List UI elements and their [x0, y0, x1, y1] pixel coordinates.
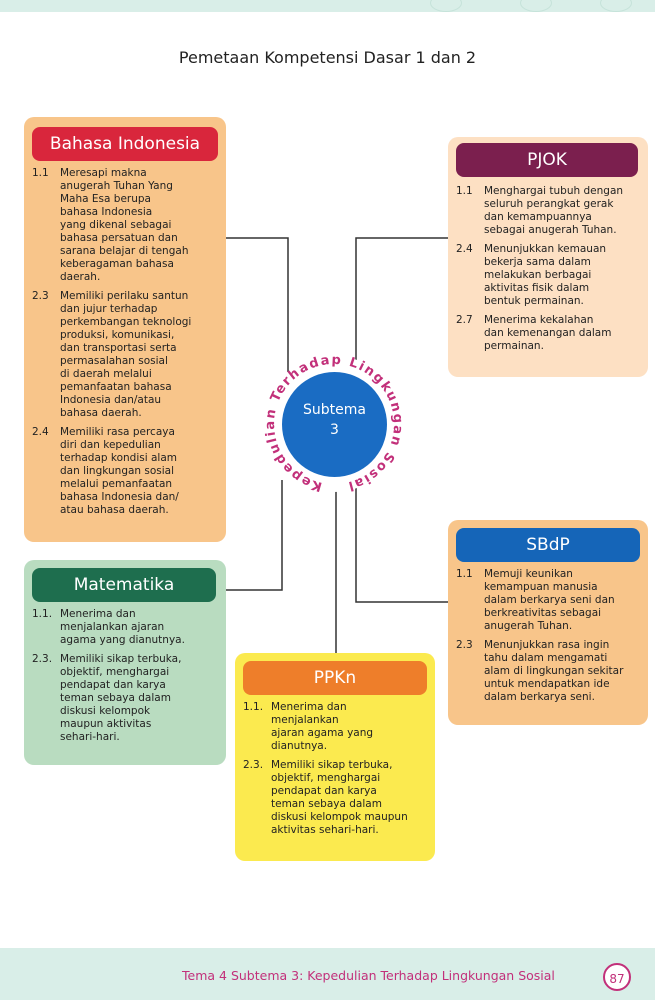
- list-item: [456, 185, 644, 237]
- item-number: 2.3: [32, 290, 49, 302]
- item-text: Meresapi makna anugerah Tuhan Yang Maha Esa berupa bahasa Indonesia yang dikenal sebagai bahasa persatuan dan sarana belajar di tengah keberagaman bahasa daerah.: [60, 167, 189, 283]
- competency-list: [32, 608, 220, 750]
- card-ppkn: [235, 653, 435, 861]
- page-number: 87: [603, 963, 631, 991]
- item-number: 1.1.: [243, 701, 264, 713]
- item-text: Menghargai tubuh dengan seluruh perangkat gerak dan kemampuannya sebagai anugerah Tuhan.: [484, 185, 624, 236]
- item-text: Memiliki sikap terbuka, objektif, menghargai pendapat dan karya teman sebaya dalam diskusi kelompok maupun aktivitas sehari-hari.: [271, 759, 408, 836]
- list-item: [243, 759, 431, 837]
- card-sbdp: [448, 520, 648, 725]
- item-text: Memiliki perilaku santun dan jujur terhadap perkembangan teknologi produksi, komunikasi, dan transportasi serta permasalahan sosial di daerah melalui pemanfaatan bahasa Indonesia dan/atau bahasa daerah.: [60, 290, 192, 419]
- footer-text: Tema 4 Subtema 3: Kepedulian Terhadap Lingkungan Sosial: [182, 968, 555, 983]
- list-item: [32, 608, 220, 647]
- item-number: 1.1: [456, 185, 473, 197]
- item-text: Memiliki sikap terbuka, objektif, menghargai pendapat dan karya teman sebaya dalam diskusi kelompok maupun aktivitas sehari-hari.: [60, 653, 182, 743]
- item-text: Menerima dan menjalankan ajaran agama yang dianutnya.: [60, 608, 185, 646]
- card-title: PJOK: [456, 143, 638, 177]
- card-title: Bahasa Indonesia: [32, 127, 218, 161]
- item-text: Memuji keunikan kemampuan manusia dalam berkarya seni dan berkreativitas sebagai anugerah Tuhan.: [484, 568, 615, 632]
- list-item: [456, 639, 644, 704]
- competency-list: [32, 167, 222, 523]
- item-number: 2.4: [456, 243, 473, 255]
- item-number: 2.3: [456, 639, 473, 651]
- item-text: Memiliki rasa percaya diri dan kepedulian terhadap kondisi alam dan lingkungan sosial melalui pemanfaatan bahasa Indonesia dan/ atau bahasa daerah.: [60, 426, 179, 516]
- list-item: [456, 243, 644, 308]
- subtema-label: Subtema: [303, 402, 366, 418]
- card-title: SBdP: [456, 528, 640, 562]
- list-item: [32, 167, 222, 284]
- ring-text: Kepedulian Terhadap Lingkungan Sosial: [263, 352, 406, 494]
- item-number: 1.1.: [32, 608, 53, 620]
- page-title: Pemetaan Kompetensi Dasar 1 dan 2: [178, 48, 477, 67]
- item-number: 1.1: [456, 568, 473, 580]
- card-bahasa-indonesia: [24, 117, 226, 542]
- list-item: [32, 290, 222, 420]
- competency-list: [456, 185, 644, 359]
- item-text: Menunjukkan rasa ingin tahu dalam mengamati alam di lingkungan sekitar untuk mendapatkan ide dalam berkarya seni.: [484, 639, 624, 703]
- list-item: [243, 701, 431, 753]
- list-item: [32, 653, 220, 744]
- item-number: 2.4: [32, 426, 49, 438]
- item-number: 2.3.: [243, 759, 264, 771]
- card-title: Matematika: [32, 568, 216, 602]
- list-item: [32, 426, 222, 517]
- item-text: Menerima kekalahan dan kemenangan dalam permainan.: [484, 314, 612, 352]
- competency-list: [243, 701, 431, 843]
- item-text: Menerima dan menjalankan ajaran agama yang dianutnya.: [271, 701, 374, 752]
- competency-list: [456, 568, 644, 710]
- subtema-number: 3: [330, 422, 339, 438]
- list-item: [456, 568, 644, 633]
- item-number: 2.7: [456, 314, 473, 326]
- item-number: 2.3.: [32, 653, 53, 665]
- card-matematika: [24, 560, 226, 765]
- list-item: [456, 314, 644, 353]
- card-title: PPKn: [243, 661, 427, 695]
- item-text: Menunjukkan kemauan bekerja sama dalam melakukan berbagai aktivitas fisik dalam bentuk permainan.: [484, 243, 607, 307]
- item-number: 1.1: [32, 167, 49, 179]
- subtema-circle: [282, 372, 387, 477]
- card-pjok: [448, 137, 648, 377]
